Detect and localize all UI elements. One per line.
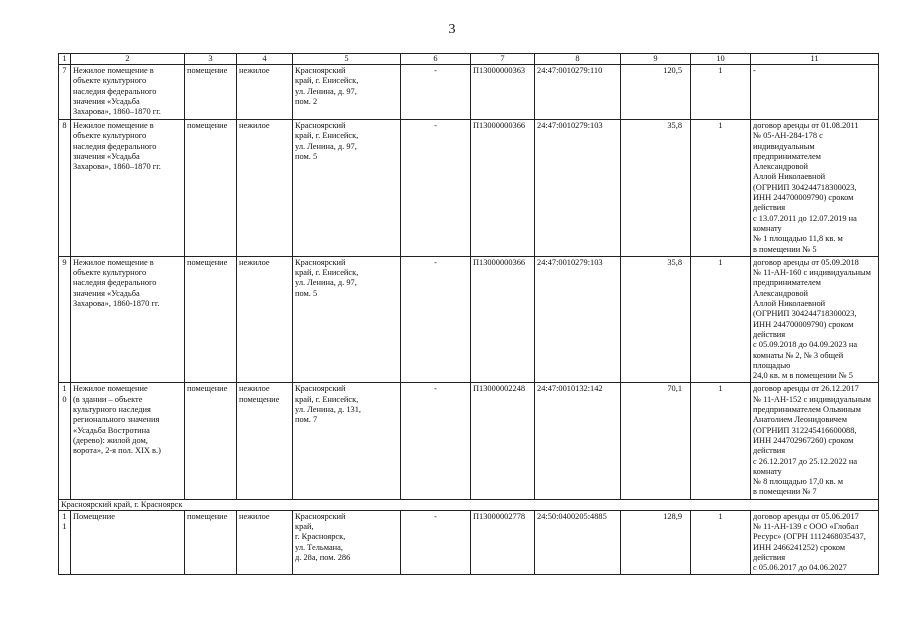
object-name: Нежилое помещение в объекте культурного наследия федерального значения «Усадьба Захарова», 1860–1870 гг. — [71, 120, 185, 257]
object-address: Красноярский край, г. Енисейск, ул. Ленина, д. 97, пом. 5 — [293, 256, 401, 383]
table-row — [59, 120, 879, 257]
area-value: 120,5 — [621, 65, 691, 120]
row-number: 8 — [59, 120, 71, 257]
object-type: помещение — [185, 256, 237, 383]
row-number: 11 — [59, 510, 71, 575]
quantity-value: 1 — [691, 510, 751, 575]
column-header-6: 6 — [401, 54, 471, 65]
object-purpose: нежилое — [237, 510, 293, 575]
object-purpose: нежилое — [237, 256, 293, 383]
table-row — [59, 65, 879, 120]
row-number: 7 — [59, 65, 71, 120]
object-name: Нежилое помещение в объекте культурного наследия федерального значения «Усадьба Захарова», 1860–1870 гг. — [71, 65, 185, 120]
header-row — [59, 54, 879, 65]
encumbrance-info: договор аренды от 05.06.2017 № 11-АН-139 с ООО «Глобал Ресурс» (ОГРН 1112468035437, ИНН 2466241252) сроком действия с 05.06.2017 до 04.06.2027 — [751, 510, 879, 575]
area-value: 35,8 — [621, 120, 691, 257]
column-header-1: 1 — [59, 54, 71, 65]
object-address: Красноярский край, г. Енисейск, ул. Ленина, д. 97, пом. 5 — [293, 120, 401, 257]
object-name: Помещение — [71, 510, 185, 575]
table-row — [59, 383, 879, 499]
cadastral-number: 24:47:0010279:110 — [535, 65, 621, 120]
cadastral-number: 24:47:0010279:103 — [535, 120, 621, 257]
encumbrance-info: договор аренды от 05.09.2018 № 11-АН-160 с индивидуальным предпринимателем Александровой Аллой Николаевной (ОГРНИП 304244718300023, ИНН 244700009790) сроком действия с 05.09.2018 до 04.09.2023 на комнаты № 2, № 3 общей площадью 24,0 кв. м в помещении № 5 — [751, 256, 879, 383]
registry-number: П13000000366 — [471, 120, 535, 257]
table-row — [59, 510, 879, 575]
column-header-4: 4 — [237, 54, 293, 65]
object-name: Нежилое помещение (в здании – объекте культурного наследия регионального значения «Усадьба Востротина (дерево): жилой дом, ворота», 2-я пол. XIX в.) — [71, 383, 185, 499]
area-value: 35,8 — [621, 256, 691, 383]
column-6-value: - — [401, 510, 471, 575]
encumbrance-info: договор аренды от 26.12.2017 № 11-АН-152 с индивидуальным предпринимателем Ольвиным Анатолием Леонидовичем (ОГРНИП 312245416600088, ИНН 244702967260) сроком действия с 26.12.2017 до 25.12.2022 на комнату № 8 площадью 17,0 кв. м в помещении № 7 — [751, 383, 879, 499]
object-purpose: нежилое помещение — [237, 383, 293, 499]
quantity-value: 1 — [691, 256, 751, 383]
property-registry-table — [58, 53, 879, 575]
row-number: 9 — [59, 256, 71, 383]
column-header-11: 11 — [751, 54, 879, 65]
object-name: Нежилое помещение в объекте культурного наследия федерального значения «Усадьба Захарова», 1860-1870 гг. — [71, 256, 185, 383]
registry-number: П13000002778 — [471, 510, 535, 575]
quantity-value: 1 — [691, 65, 751, 120]
column-header-7: 7 — [471, 54, 535, 65]
object-type: помещение — [185, 65, 237, 120]
quantity-value: 1 — [691, 383, 751, 499]
column-6-value: - — [401, 383, 471, 499]
cadastral-number: 24:50:0400205:4885 — [535, 510, 621, 575]
table-row — [59, 256, 879, 383]
column-header-5: 5 — [293, 54, 401, 65]
object-address: Красноярский край, г. Енисейск, ул. Ленина, д. 97, пом. 2 — [293, 65, 401, 120]
column-6-value: - — [401, 120, 471, 257]
object-type: помещение — [185, 383, 237, 499]
registry-number: П13000002248 — [471, 383, 535, 499]
object-address: Красноярский край, г. Красноярск, ул. Тельмана, д. 28а, пом. 286 — [293, 510, 401, 575]
section-label: Красноярский край, г. Красноярск — [59, 499, 879, 510]
column-header-8: 8 — [535, 54, 621, 65]
cadastral-number: 24:47:0010132:142 — [535, 383, 621, 499]
row-number: 10 — [59, 383, 71, 499]
section-row — [59, 499, 879, 510]
quantity-value: 1 — [691, 120, 751, 257]
object-type: помещение — [185, 120, 237, 257]
area-value: 70,1 — [621, 383, 691, 499]
registry-number: П13000000366 — [471, 256, 535, 383]
column-header-10: 10 — [691, 54, 751, 65]
area-value: 128,9 — [621, 510, 691, 575]
column-header-3: 3 — [185, 54, 237, 65]
registry-number: П13000000363 — [471, 65, 535, 120]
object-purpose: нежилое — [237, 120, 293, 257]
encumbrance-info: договор аренды от 01.08.2011 № 05-АН-284-178 с индивидуальным предпринимателем Александровой Аллой Николаевной (ОГРНИП 304244718300023, ИНН 244700009790) сроком действия с 13.07.2011 до 12.07.2019 на комнату № 1 площадью 11,8 кв. м в помещении № 5 — [751, 120, 879, 257]
object-purpose: нежилое — [237, 65, 293, 120]
column-6-value: - — [401, 65, 471, 120]
encumbrance-info: - — [751, 65, 879, 120]
page-number: 3 — [448, 22, 456, 37]
column-6-value: - — [401, 256, 471, 383]
object-type: помещение — [185, 510, 237, 575]
object-address: Красноярский край, г. Енисейск, ул. Ленина, д. 131, пом. 7 — [293, 383, 401, 499]
cadastral-number: 24:47:0010279:103 — [535, 256, 621, 383]
column-header-2: 2 — [71, 54, 185, 65]
column-header-9: 9 — [621, 54, 691, 65]
